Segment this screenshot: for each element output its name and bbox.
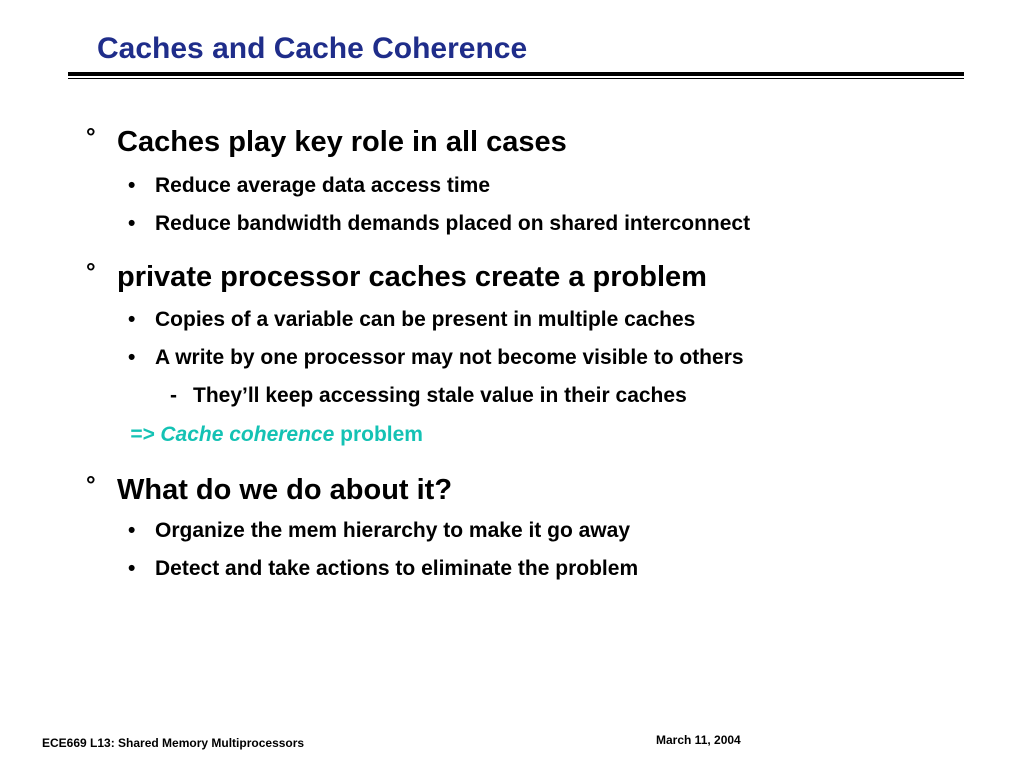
level2-bullet-marker: • bbox=[128, 174, 136, 197]
level1-bullet-marker: ° bbox=[86, 259, 96, 286]
footer-course: ECE669 L13: Shared Memory Multiprocessors bbox=[42, 736, 305, 750]
level2-bullet-marker: • bbox=[128, 212, 136, 235]
bullet-item: Reduce bandwidth demands placed on shared interconnect bbox=[155, 212, 751, 235]
bullet-item: Copies of a variable can be present in multiple caches bbox=[155, 308, 696, 331]
level2-bullet-marker: • bbox=[128, 519, 136, 542]
bullet-item: Reduce average data access time bbox=[155, 174, 491, 197]
title-divider-thin bbox=[68, 78, 964, 79]
bullet-item: Organize the mem hierarchy to make it go away bbox=[155, 519, 630, 542]
conclusion-line bbox=[130, 423, 423, 447]
sub-bullet-item: They’ll keep accessing stale value in their caches bbox=[193, 384, 687, 407]
section-heading: private processor caches create a problem bbox=[117, 261, 707, 293]
title-divider bbox=[68, 72, 964, 76]
conclusion-rest: problem bbox=[340, 423, 423, 446]
bullet-item: A write by one processor may not become visible to others bbox=[155, 346, 744, 369]
level1-bullet-marker: ° bbox=[86, 124, 96, 151]
level1-bullet-marker: ° bbox=[86, 472, 96, 499]
conclusion-arrow: => bbox=[130, 423, 155, 446]
section-heading: Caches play key role in all cases bbox=[117, 126, 567, 158]
level3-bullet-marker: - bbox=[170, 384, 177, 407]
level2-bullet-marker: • bbox=[128, 557, 136, 580]
conclusion-emphasis: Cache coherence bbox=[160, 423, 335, 446]
level2-bullet-marker: • bbox=[128, 308, 136, 331]
slide-title: Caches and Cache Coherence bbox=[97, 32, 528, 65]
footer-date: March 11, 2004 bbox=[656, 733, 741, 747]
section-heading: What do we do about it? bbox=[117, 474, 453, 506]
level2-bullet-marker: • bbox=[128, 346, 136, 369]
bullet-item: Detect and take actions to eliminate the problem bbox=[155, 557, 639, 580]
